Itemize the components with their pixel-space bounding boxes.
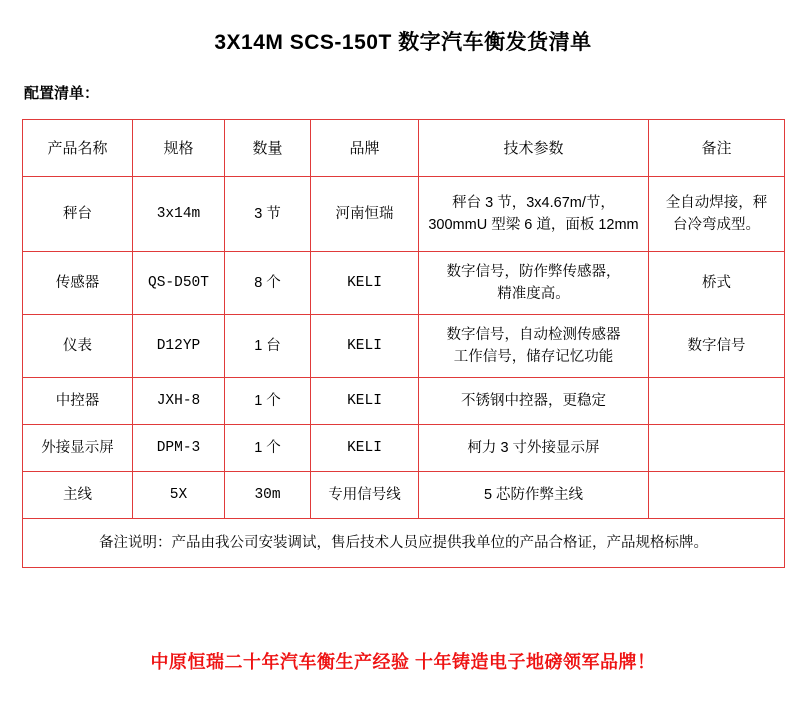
- document-page: [0, 30, 806, 709]
- cell-params-line2: 300mmU 型梁 6 道，面板 12mm: [428, 217, 639, 234]
- cell-remark-line1: 全自动焊接，秤: [665, 194, 768, 211]
- cell-name: 传感器: [23, 252, 133, 315]
- table-row: [23, 425, 785, 472]
- column-header-spec: 规格: [133, 120, 225, 177]
- cell-name: 外接显示屏: [23, 425, 133, 472]
- cell-name: 主线: [23, 472, 133, 519]
- cell-name: 中控器: [23, 378, 133, 425]
- cell-params: [419, 177, 649, 252]
- cell-spec: D12YP: [133, 315, 225, 378]
- cell-remark: 桥式: [649, 252, 785, 315]
- table-note-row: [23, 519, 785, 568]
- cell-remark: [649, 425, 785, 472]
- cell-brand: 河南恒瑞: [311, 177, 419, 252]
- cell-remark: [649, 177, 785, 252]
- cell-qty: 1 台: [225, 315, 311, 378]
- cell-brand: KELI: [311, 252, 419, 315]
- cell-name: 仪表: [23, 315, 133, 378]
- cell-remark: 数字信号: [649, 315, 785, 378]
- table-row: [23, 472, 785, 519]
- cell-params: 5 芯防作弊主线: [419, 472, 649, 519]
- page-title: 3X14M SCS-150T 数字汽车衡发货清单: [214, 31, 592, 54]
- cell-spec: 3x14m: [133, 177, 225, 252]
- table-row: [23, 252, 785, 315]
- table-header-row: [23, 120, 785, 177]
- column-header-qty: 数量: [225, 120, 311, 177]
- spec-table: [22, 119, 785, 568]
- section-subtitle: 配置清单：: [24, 85, 100, 103]
- cell-spec: JXH-8: [133, 378, 225, 425]
- note-text: 备注说明：产品由我公司安装调试，售后技术人员应提供我单位的产品合格证，产品规格标牌。: [23, 519, 785, 568]
- table-row: [23, 378, 785, 425]
- column-header-params: 技术参数: [419, 120, 649, 177]
- cell-brand: KELI: [311, 378, 419, 425]
- cell-spec: DPM-3: [133, 425, 225, 472]
- cell-params-line1: 数字信号，防作弊传感器，: [446, 263, 621, 280]
- cell-brand: 专用信号线: [311, 472, 419, 519]
- cell-qty: 30m: [225, 472, 311, 519]
- column-header-brand: 品牌: [311, 120, 419, 177]
- cell-params: 柯力 3 寸外接显示屏: [419, 425, 649, 472]
- cell-brand: KELI: [311, 315, 419, 378]
- table-row: [23, 315, 785, 378]
- cell-qty: 3 节: [225, 177, 311, 252]
- footer-slogan: 中原恒瑞二十年汽车衡生产经验 十年铸造电子地磅领军品牌！: [150, 652, 656, 672]
- cell-remark-line2: 台冷弯成型。: [673, 217, 760, 234]
- cell-spec: QS-D50T: [133, 252, 225, 315]
- cell-params: 不锈钢中控器，更稳定: [419, 378, 649, 425]
- cell-spec: 5X: [133, 472, 225, 519]
- cell-params-line1: 数字信号，自动检测传感器: [446, 326, 621, 343]
- cell-remark: [649, 378, 785, 425]
- table-row: [23, 177, 785, 252]
- cell-qty: 8 个: [225, 252, 311, 315]
- cell-qty: 1 个: [225, 425, 311, 472]
- cell-brand: KELI: [311, 425, 419, 472]
- cell-params-line1: 秤台 3 节，3x4.67m/节，: [452, 194, 615, 211]
- cell-params-line2: 工作信号，储存记忆功能: [453, 349, 614, 366]
- cell-remark: [649, 472, 785, 519]
- column-header-remark: 备注: [649, 120, 785, 177]
- cell-params: [419, 252, 649, 315]
- cell-params-line2: 精准度高。: [497, 286, 570, 303]
- cell-qty: 1 个: [225, 378, 311, 425]
- cell-name: 秤台: [23, 177, 133, 252]
- cell-params: [419, 315, 649, 378]
- column-header-name: 产品名称: [23, 120, 133, 177]
